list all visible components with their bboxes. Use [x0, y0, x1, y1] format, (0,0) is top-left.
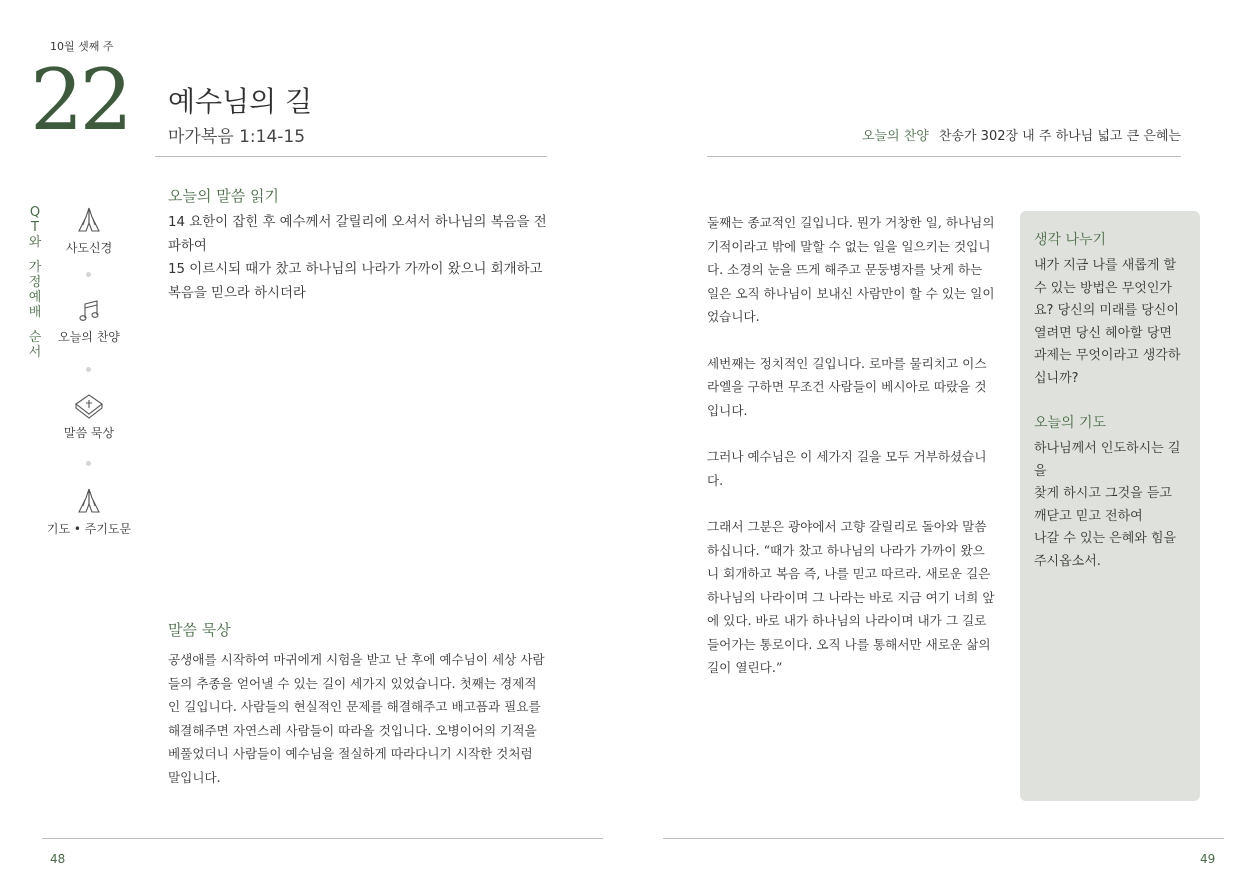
meditation-paragraph: 그래서 그분은 광야에서 고향 갈릴리로 돌아와 말씀하십니다. “때가 찼고 하나님의 나라가 가까이 왔으니 회개하고 복음 즉, 나를 믿고 따르라. 새로운 길은 하나님의 나라이며 그 나라는 바로 지금 여기 너희 앞에 있다. 바로 내가 하나님의 나라이며 내가 그 길로 들어가는 통로이다. 오직 나를 통해서만 새로운 삶의 길이 열린다.”	[707, 519, 995, 675]
music-note-icon	[76, 298, 102, 324]
bible-icon	[73, 392, 105, 420]
page-title: 예수님의 길	[168, 85, 313, 118]
sidebar-dot	[86, 272, 91, 277]
footer-divider-right	[663, 838, 1224, 839]
day-number: 22	[30, 51, 129, 149]
sidebar-dot	[86, 461, 91, 466]
reading-heading: 오늘의 말씀 읽기	[168, 187, 279, 205]
sidebar-item-label: 오늘의 찬양	[58, 330, 120, 344]
vertical-char: 와	[28, 235, 42, 250]
week-label: 10월 셋째 주	[50, 40, 114, 53]
meditation-paragraph: 공생애를 시작하여 마귀에게 시험을 받고 난 후에 예수님이 세상 사람들의 추종을 얻어낼 수 있는 길이 세가지 있었습니다. 첫째는 경제적인 길입니다. 사람들의 현실적인 문제를 해결해주고 배고픔과 필요를 해결해주면 자연스레 사람들이 따라올 것입니다. 오병이어의 기적을 베풀었더니 사람들이 예수님을 절실하게 따라다니기 시작한 것처럼 말입니다.	[168, 652, 545, 785]
meditation-heading: 말씀 묵상	[168, 621, 231, 639]
sidebar-item-prayer	[34, 486, 144, 537]
sidebar-item-meditation	[34, 392, 144, 441]
header-divider-left	[155, 156, 547, 157]
sidebar-item-creed	[34, 205, 144, 256]
meditation-continued	[707, 211, 995, 703]
vertical-char: 순	[28, 330, 42, 345]
sharing-heading: 생각 나누기	[1034, 232, 1107, 248]
praying-hands-icon	[74, 205, 104, 235]
sidebar-item-label: 말씀 묵상	[63, 426, 115, 440]
prayer-line: 깨닫고 믿고 전하여	[1034, 508, 1143, 524]
sidebar-item-label: 기도 • 주기도문	[46, 522, 132, 536]
today-hymn	[862, 125, 1181, 144]
prayer-heading: 오늘의 기도	[1034, 415, 1107, 431]
verse-15: 15 이르시되 때가 찼고 하나님의 나라가 가까이 왔으니 회개하고 복음을 믿으라 하시더라	[168, 262, 543, 301]
vertical-char: 배	[28, 305, 42, 320]
scripture-verses	[168, 211, 548, 305]
prayer-line: 하나님께서 인도하시는 길을	[1034, 441, 1181, 479]
verse-14: 14 요한이 잡힌 후 예수께서 갈릴리에 오셔서 하나님의 복음을 전파하여	[168, 215, 547, 254]
praying-hands-icon	[74, 486, 104, 516]
sidebar-item-hymn	[34, 298, 144, 345]
prayer-line: 나갈 수 있는 은혜와 힘을	[1034, 531, 1177, 546]
page-number-right: 49	[1200, 852, 1216, 866]
sidebar-dot	[86, 367, 91, 372]
vertical-char: 서	[28, 345, 42, 360]
scripture-reference: 마가복음 1:14-15	[168, 127, 306, 147]
vertical-char: Q	[29, 205, 41, 220]
vertical-char: 예	[28, 290, 42, 305]
header-divider-right	[707, 156, 1181, 157]
prayer-line: 찾게 하시고 그것을 듣고	[1034, 486, 1172, 501]
meditation-paragraph: 둘째는 종교적인 길입니다. 뭔가 거창한 일, 하나님의 기적이라고 밖에 말할 수 없는 일을 일으키는 것입니다. 소경의 눈을 뜨게 해주고 문둥병자를 낫게 하는 일은 오직 하나님이 보내신 사람만이 할 수 있는 일이었습니다.	[707, 215, 995, 324]
page-number-left: 48	[50, 852, 66, 866]
vertical-char: T	[31, 220, 39, 235]
hymn-label: 오늘의 찬양	[861, 129, 929, 144]
vertical-char: 정	[28, 275, 42, 290]
footer-divider-left	[42, 838, 603, 839]
sharing-text: 내가 지금 나를 새롭게 할 수 있는 방법은 무엇인가요? 당신의 미래를 당신이 열려면 당신 헤아할 당면 과제는 무엇이라고 생각하십니까?	[1034, 258, 1181, 386]
meditation-paragraph: 세번째는 정치적인 길입니다. 로마를 물리치고 이스라엘을 구하면 무조건 사람들이 베시아로 따랐을 것입니다.	[707, 355, 987, 418]
vertical-char: 가	[28, 260, 42, 275]
meditation-paragraph: 그러나 예수님은 이 세가지 길을 모두 거부하셨습니다.	[707, 449, 987, 488]
sidebar-item-label: 사도신경	[65, 241, 113, 255]
sharing-prayer-box	[1020, 211, 1200, 801]
hymn-text: 찬송가 302장 내 주 하나님 넓고 큰 은혜는	[938, 129, 1181, 144]
prayer-line: 주시옵소서.	[1034, 553, 1101, 569]
